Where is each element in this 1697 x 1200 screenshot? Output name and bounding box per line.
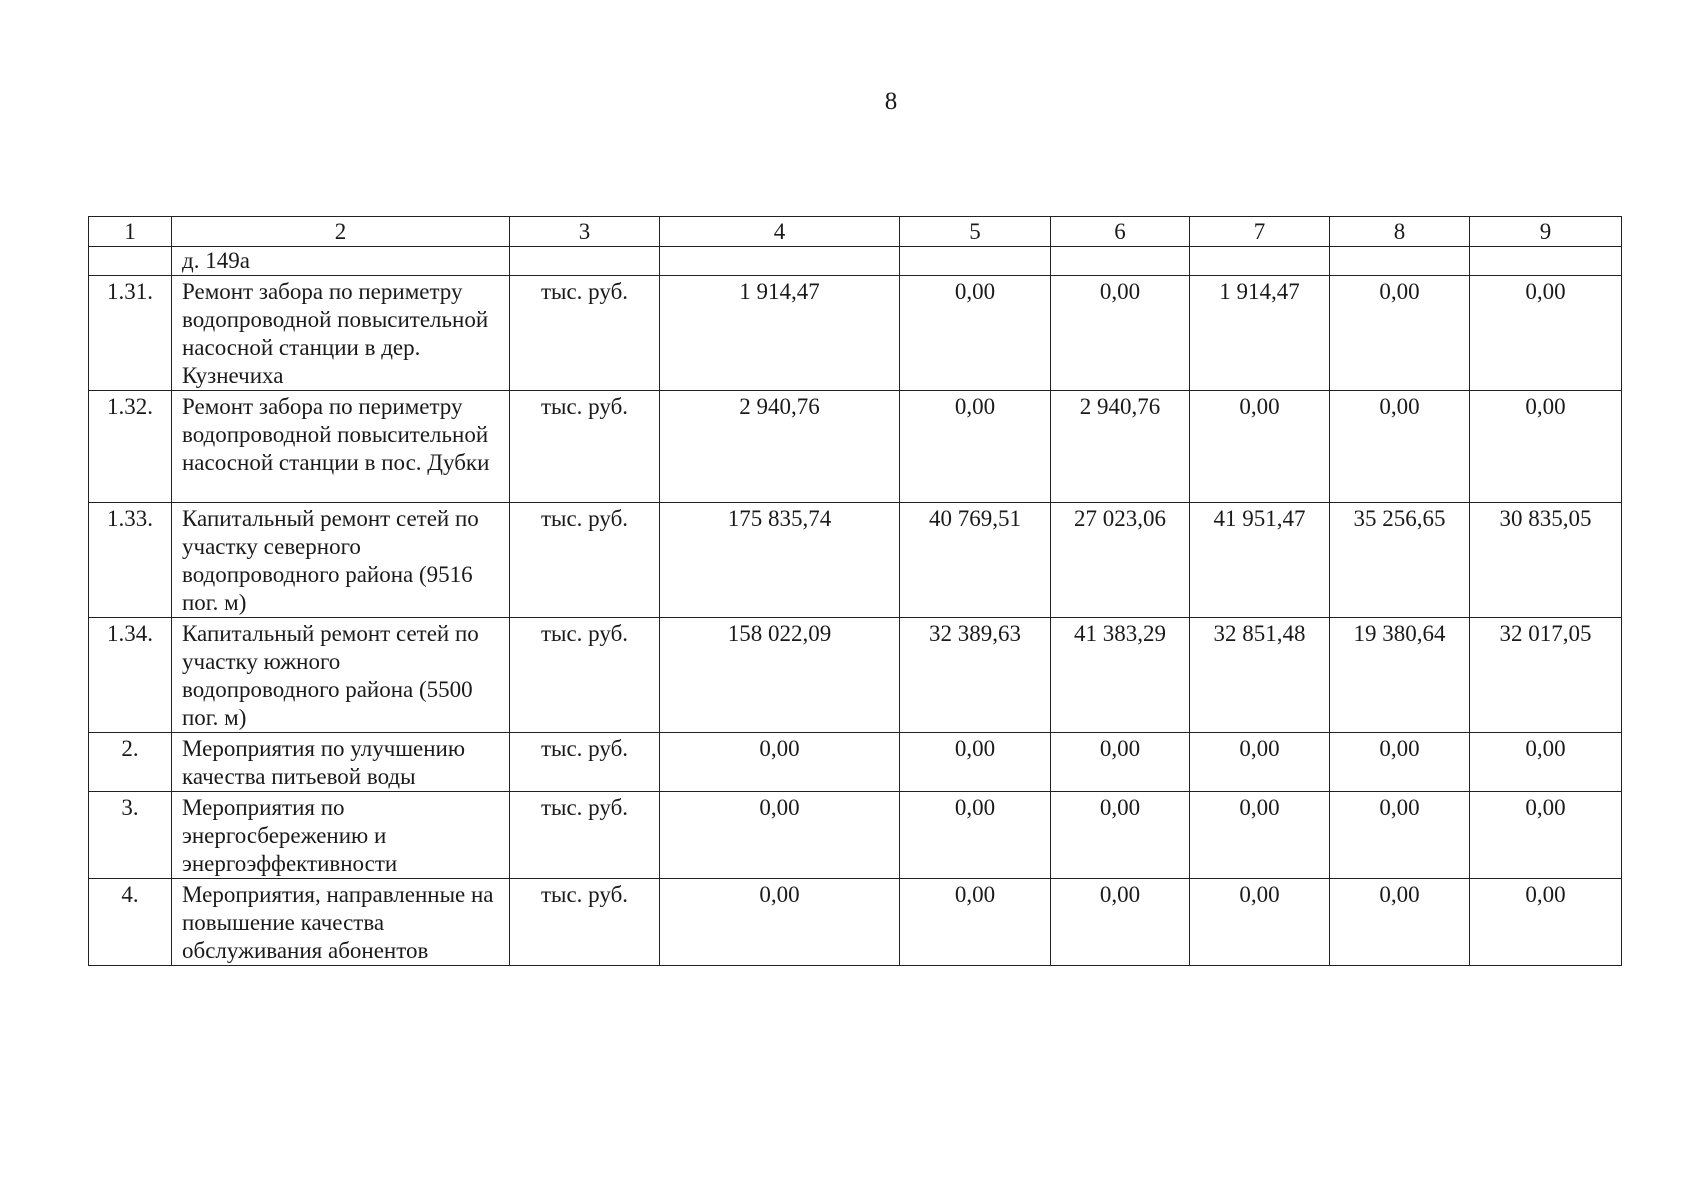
row-value: 30 835,05 xyxy=(1470,503,1622,618)
row-value: 0,00 xyxy=(1470,879,1622,966)
row-value xyxy=(1051,247,1190,276)
header-cell: 6 xyxy=(1051,217,1190,247)
row-name: Мероприятия по улучшению качества питьевой воды xyxy=(172,733,510,792)
header-cell: 2 xyxy=(172,217,510,247)
header-cell: 9 xyxy=(1470,217,1622,247)
row-value: 0,00 xyxy=(660,792,900,879)
row-number: 1.31. xyxy=(89,276,172,391)
row-name: Капитальный ремонт сетей по участку южного водопроводного района (5500 пог. м) xyxy=(172,618,510,733)
row-unit: тыс. руб. xyxy=(510,276,660,391)
table-row xyxy=(89,391,1622,503)
header-cell: 7 xyxy=(1190,217,1330,247)
row-value: 0,00 xyxy=(660,879,900,966)
row-number: 1.34. xyxy=(89,618,172,733)
row-value: 19 380,64 xyxy=(1330,618,1470,733)
row-value: 0,00 xyxy=(1330,792,1470,879)
row-value: 0,00 xyxy=(900,276,1051,391)
row-value: 1 914,47 xyxy=(1190,276,1330,391)
page-number: 8 xyxy=(884,88,898,115)
row-value: 0,00 xyxy=(1330,733,1470,792)
row-value: 0,00 xyxy=(900,391,1051,503)
row-value xyxy=(1190,247,1330,276)
row-value: 0,00 xyxy=(900,733,1051,792)
row-value: 0,00 xyxy=(1051,276,1190,391)
header-cell: 5 xyxy=(900,217,1051,247)
row-value: 175 835,74 xyxy=(660,503,900,618)
row-unit: тыс. руб. xyxy=(510,618,660,733)
row-value: 0,00 xyxy=(1470,792,1622,879)
row-value: 0,00 xyxy=(1190,391,1330,503)
row-value: 0,00 xyxy=(1470,391,1622,503)
row-value: 0,00 xyxy=(1051,733,1190,792)
row-name: Мероприятия по энергосбережению и энергоэффективности xyxy=(172,792,510,879)
row-number: 1.32. xyxy=(89,391,172,503)
row-value: 0,00 xyxy=(1190,733,1330,792)
row-number: 2. xyxy=(89,733,172,792)
row-value xyxy=(1330,247,1470,276)
row-value xyxy=(1470,247,1622,276)
row-value: 0,00 xyxy=(1051,792,1190,879)
row-value: 32 851,48 xyxy=(1190,618,1330,733)
row-name: д. 149а xyxy=(172,247,510,276)
row-value: 2 940,76 xyxy=(660,391,900,503)
row-unit xyxy=(510,247,660,276)
row-value: 0,00 xyxy=(1190,879,1330,966)
row-value: 0,00 xyxy=(1330,276,1470,391)
row-unit: тыс. руб. xyxy=(510,879,660,966)
row-unit: тыс. руб. xyxy=(510,733,660,792)
row-number xyxy=(89,247,172,276)
row-value xyxy=(660,247,900,276)
row-value: 2 940,76 xyxy=(1051,391,1190,503)
table-row xyxy=(89,618,1622,733)
row-value: 0,00 xyxy=(1330,391,1470,503)
row-value: 27 023,06 xyxy=(1051,503,1190,618)
continuation-row xyxy=(89,247,1622,276)
investment-table xyxy=(88,216,1622,966)
header-row xyxy=(89,217,1622,247)
row-unit: тыс. руб. xyxy=(510,391,660,503)
row-name: Ремонт забора по периметру водопроводной повысительной насосной станции в дер. Кузнечиха xyxy=(172,276,510,391)
header-cell: 3 xyxy=(510,217,660,247)
row-value: 0,00 xyxy=(900,792,1051,879)
header-cell: 1 xyxy=(89,217,172,247)
row-value: 0,00 xyxy=(900,879,1051,966)
row-unit: тыс. руб. xyxy=(510,792,660,879)
row-value: 32 017,05 xyxy=(1470,618,1622,733)
row-value: 158 022,09 xyxy=(660,618,900,733)
row-value: 0,00 xyxy=(660,733,900,792)
table-row xyxy=(89,276,1622,391)
row-value: 1 914,47 xyxy=(660,276,900,391)
row-name: Капитальный ремонт сетей по участку северного водопроводного района (9516 пог. м) xyxy=(172,503,510,618)
header-cell: 8 xyxy=(1330,217,1470,247)
row-number: 1.33. xyxy=(89,503,172,618)
row-value: 40 769,51 xyxy=(900,503,1051,618)
row-value: 0,00 xyxy=(1470,733,1622,792)
table-row xyxy=(89,503,1622,618)
row-value: 0,00 xyxy=(1470,276,1622,391)
table-row xyxy=(89,879,1622,966)
row-number: 3. xyxy=(89,792,172,879)
row-value: 0,00 xyxy=(1190,792,1330,879)
table-row xyxy=(89,792,1622,879)
row-value: 35 256,65 xyxy=(1330,503,1470,618)
row-value: 32 389,63 xyxy=(900,618,1051,733)
row-value: 0,00 xyxy=(1051,879,1190,966)
row-value: 41 383,29 xyxy=(1051,618,1190,733)
row-name: Мероприятия, направленные на повышение качества обслуживания абонентов xyxy=(172,879,510,966)
table-row xyxy=(89,733,1622,792)
row-value: 41 951,47 xyxy=(1190,503,1330,618)
row-value xyxy=(900,247,1051,276)
row-name: Ремонт забора по периметру водопроводной повысительной насосной станции в пос. Дубки xyxy=(172,391,510,503)
row-number: 4. xyxy=(89,879,172,966)
row-value: 0,00 xyxy=(1330,879,1470,966)
header-cell: 4 xyxy=(660,217,900,247)
row-unit: тыс. руб. xyxy=(510,503,660,618)
